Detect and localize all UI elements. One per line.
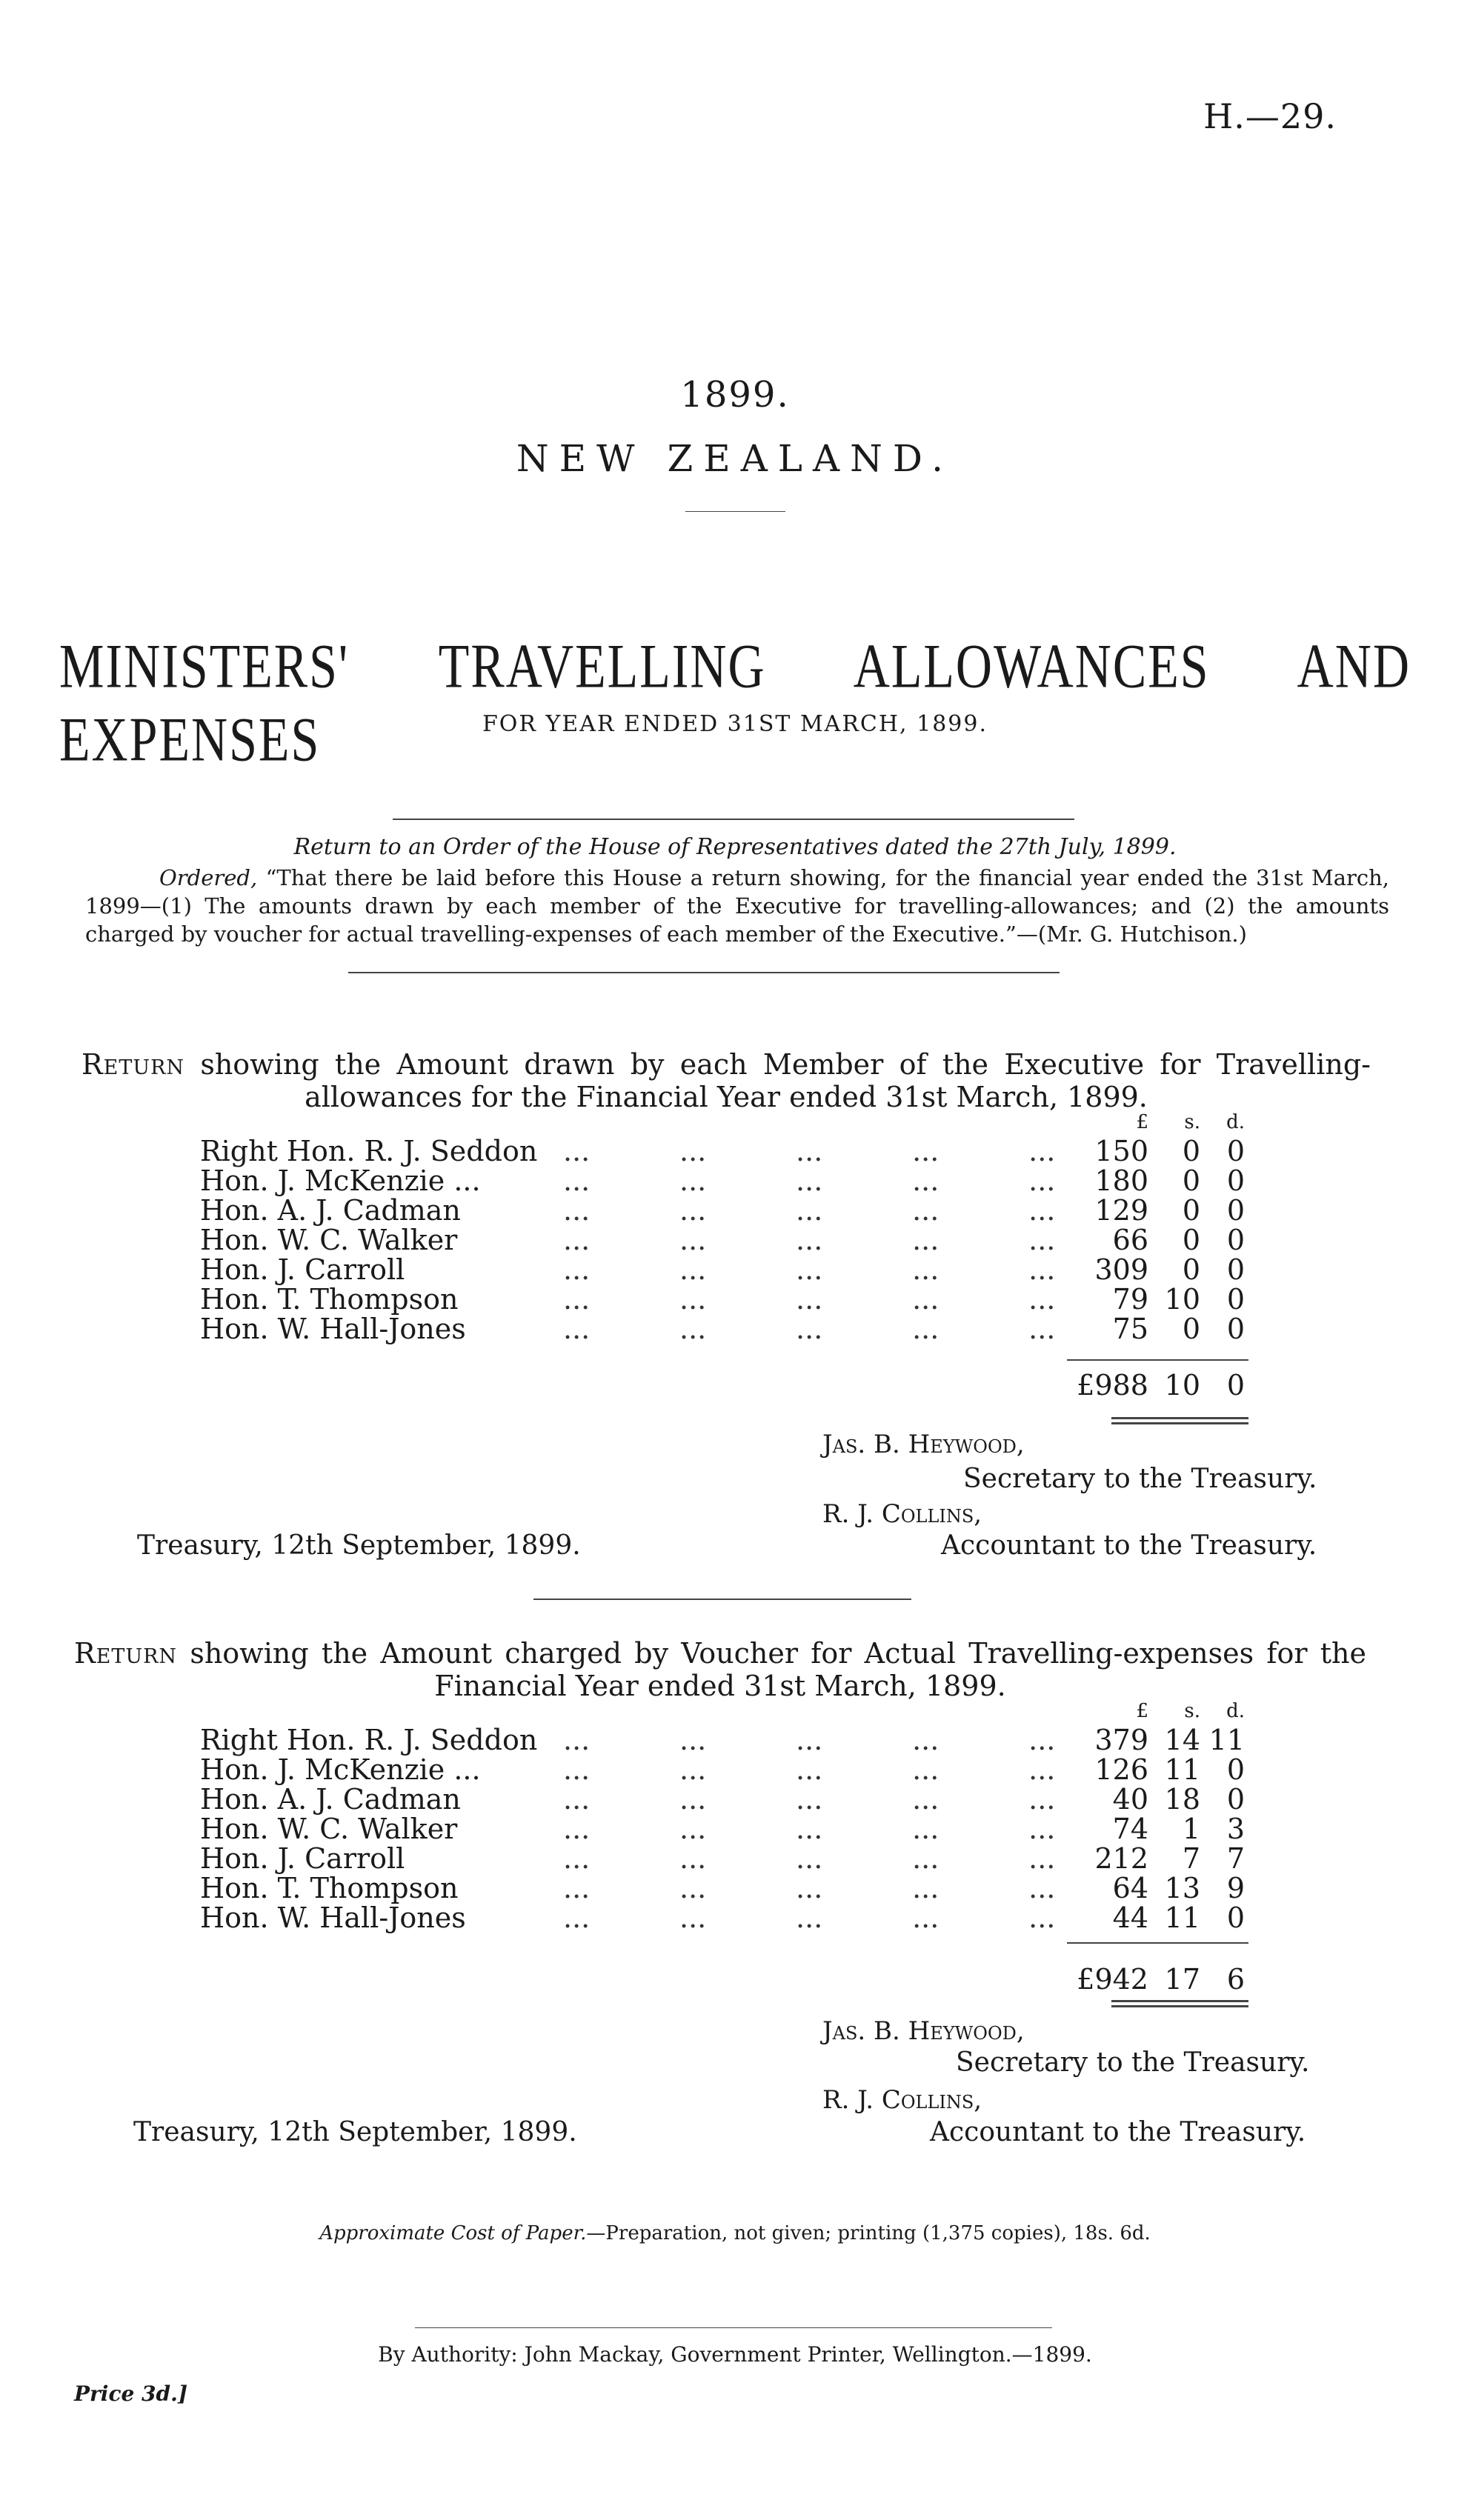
amount-pounds: 75 — [1112, 1313, 1148, 1345]
return-two-title-1: Secretary to the Treasury. — [956, 2047, 1310, 2078]
amount-pence: 0 — [1226, 1194, 1245, 1227]
leader-dots: ... ... ... ... ... — [563, 1283, 1056, 1316]
total-pounds: £988 — [1077, 1369, 1148, 1401]
section-divider — [533, 1599, 911, 1600]
amount-pounds: 64 — [1112, 1872, 1148, 1904]
member-name: Hon. W. C. Walker — [200, 1224, 458, 1256]
return-two-signatory-2: R. J. Collins, — [822, 2085, 982, 2115]
amount-pence: 0 — [1226, 1901, 1245, 1934]
return-two-double-rule-top — [1111, 2000, 1248, 2002]
amount-pence: 0 — [1226, 1753, 1245, 1786]
leader-dots: ... ... ... ... ... — [563, 1135, 1056, 1167]
amount-pounds: 44 — [1112, 1901, 1148, 1934]
amount-pounds: 40 — [1112, 1783, 1148, 1816]
document-title: MINISTERS' TRAVELLING ALLOWANCES AND EXPENSES — [59, 630, 1411, 774]
amount-pounds: 126 — [1094, 1753, 1148, 1786]
leader-dots: ... ... ... ... ... — [563, 1253, 1056, 1286]
return-one-sum-rule — [1067, 1359, 1248, 1361]
table-row — [0, 1724, 1470, 1756]
leader-dots: ... ... ... ... ... — [563, 1164, 1056, 1197]
total-pence: 6 — [1226, 1963, 1245, 1996]
amount-pounds: 180 — [1094, 1164, 1148, 1197]
amount-pence: 0 — [1226, 1783, 1245, 1816]
table-row — [0, 1813, 1470, 1845]
order-top-rule — [393, 819, 1074, 820]
amount-shillings: 0 — [1182, 1224, 1200, 1256]
return-two-double-rule-bottom — [1111, 2005, 1248, 2007]
return-two-total-row — [0, 1963, 1470, 1996]
leader-dots: ... ... ... ... ... — [563, 1753, 1056, 1786]
return-one-column-headers — [0, 1111, 1470, 1135]
return-two-column-headers — [0, 1700, 1470, 1724]
amount-shillings: 0 — [1182, 1164, 1200, 1197]
return-one-total-row — [0, 1369, 1470, 1399]
amount-shillings: 11 — [1164, 1753, 1200, 1786]
document-subtitle: FOR YEAR ENDED 31ST MARCH, 1899. — [482, 711, 988, 737]
return-two-heading-text: showing the Amount charged by Voucher for Actual Travelling-expenses for the Financial Year ended 31st March, 1899. — [190, 1637, 1366, 1702]
cost-lead: Approximate Cost of Paper. — [319, 2222, 587, 2244]
leader-dots: ... ... ... ... ... — [563, 1313, 1056, 1345]
return-one-date: Treasury, 12th September, 1899. — [137, 1530, 581, 1561]
return-one-table — [0, 1135, 1470, 1357]
amount-pounds: 379 — [1094, 1724, 1148, 1756]
return-two-signatory-1: Jas. B. Heywood, — [822, 2016, 1025, 2046]
amount-pence: 0 — [1226, 1224, 1245, 1256]
leader-dots: ... ... ... ... ... — [563, 1783, 1056, 1816]
price: Price 3d.] — [74, 2381, 188, 2406]
member-name: Hon. T. Thompson — [200, 1283, 459, 1316]
return-two-heading — [74, 1637, 1366, 1702]
amount-pounds: 309 — [1094, 1253, 1148, 1286]
total-pounds: £942 — [1077, 1963, 1148, 1996]
pounds-column-header: £ — [1136, 1700, 1148, 1722]
amount-pounds: 66 — [1112, 1224, 1148, 1256]
cost-text: —Preparation, not given; printing (1,375 copies), 18s. 6d. — [586, 2222, 1151, 2244]
country-heading: NEW ZEALAND. — [516, 437, 954, 480]
return-one-title-1: Secretary to the Treasury. — [963, 1464, 1317, 1494]
return-two-table — [0, 1724, 1470, 1939]
leader-dots: ... ... ... ... ... — [563, 1842, 1056, 1875]
table-row — [0, 1164, 1470, 1197]
order-body: “That there be laid before this House a return showing, for the financial year ended the 31st March, 1899—(1) The amounts drawn by each member of the Executive for travelling-allowances; and (2) the amounts charged by voucher for actual travelling-expenses of each member of the Executive.”—(Mr. G. Hutchison.) — [85, 865, 1390, 947]
leader-dots: ... ... ... ... ... — [563, 1224, 1056, 1256]
amount-pence: 0 — [1226, 1253, 1245, 1286]
amount-pounds: 212 — [1094, 1842, 1148, 1875]
amount-shillings: 14 — [1164, 1724, 1200, 1756]
amount-shillings: 13 — [1164, 1872, 1200, 1904]
paper-reference: H.—29. — [1203, 96, 1337, 136]
return-one-double-rule-bottom — [1111, 1422, 1248, 1424]
amount-pence: 0 — [1226, 1313, 1245, 1345]
amount-shillings: 11 — [1164, 1901, 1200, 1934]
order-bottom-rule — [348, 972, 1060, 973]
shillings-column-header: s. — [1184, 1700, 1200, 1722]
return-one-double-rule-top — [1111, 1417, 1248, 1419]
leader-dots: ... ... ... ... ... — [563, 1194, 1056, 1227]
table-row — [0, 1783, 1470, 1816]
member-name: Right Hon. R. J. Seddon — [200, 1135, 538, 1167]
table-row — [0, 1253, 1470, 1286]
amount-pounds: 79 — [1112, 1283, 1148, 1316]
amount-shillings: 10 — [1164, 1283, 1200, 1316]
footer-rule — [415, 2327, 1052, 2328]
return-two-lead: Return — [74, 1637, 178, 1670]
leader-dots: ... ... ... ... ... — [563, 1813, 1056, 1845]
return-two-sum-rule — [1067, 1942, 1248, 1944]
printer-authority: By Authority: John Mackay, Government Printer, Wellington.—1899. — [378, 2342, 1092, 2367]
order-heading: Return to an Order of the House of Representatives dated the 27th July, 1899. — [293, 834, 1177, 860]
return-two-date: Treasury, 12th September, 1899. — [133, 2117, 577, 2147]
member-name: Hon. J. Carroll — [200, 1253, 405, 1286]
return-one-heading-text: showing the Amount drawn by each Member of the Executive for Travelling-allowances for the Financial Year ended 31st March, 1899. — [200, 1048, 1371, 1113]
member-name: Right Hon. R. J. Seddon — [200, 1724, 538, 1756]
amount-shillings: 0 — [1182, 1135, 1200, 1167]
table-row — [0, 1313, 1470, 1345]
table-row — [0, 1901, 1470, 1934]
return-one-title-2: Accountant to the Treasury. — [941, 1530, 1317, 1561]
total-shillings: 10 — [1164, 1369, 1200, 1401]
member-name: Hon. W. Hall-Jones — [200, 1901, 466, 1934]
amount-shillings: 0 — [1182, 1313, 1200, 1345]
table-row — [0, 1872, 1470, 1904]
pence-column-header: d. — [1226, 1700, 1245, 1722]
shillings-column-header: s. — [1184, 1111, 1200, 1133]
member-name: Hon. J. McKenzie ... — [200, 1753, 481, 1786]
table-row — [0, 1283, 1470, 1316]
amount-shillings: 1 — [1182, 1813, 1200, 1845]
leader-dots: ... ... ... ... ... — [563, 1872, 1056, 1904]
amount-pounds: 129 — [1094, 1194, 1148, 1227]
table-row — [0, 1224, 1470, 1256]
table-row — [0, 1194, 1470, 1227]
total-shillings: 17 — [1164, 1963, 1200, 1996]
table-row — [0, 1135, 1470, 1167]
amount-shillings: 7 — [1182, 1842, 1200, 1875]
cost-of-paper — [0, 2222, 1470, 2244]
amount-pence: 3 — [1226, 1813, 1245, 1845]
amount-pounds: 74 — [1112, 1813, 1148, 1845]
amount-pence: 0 — [1226, 1283, 1245, 1316]
leader-dots: ... ... ... ... ... — [563, 1724, 1056, 1756]
document-year: 1899. — [680, 374, 790, 416]
member-name: Hon. J. Carroll — [200, 1842, 405, 1875]
amount-pence: 9 — [1226, 1872, 1245, 1904]
amount-pence: 11 — [1208, 1724, 1245, 1756]
table-row — [0, 1753, 1470, 1786]
member-name: Hon. T. Thompson — [200, 1872, 459, 1904]
amount-pence: 0 — [1226, 1135, 1245, 1167]
return-one-heading — [82, 1048, 1371, 1113]
amount-pence: 0 — [1226, 1164, 1245, 1197]
header-divider — [685, 511, 785, 512]
member-name: Hon. A. J. Cadman — [200, 1194, 461, 1227]
amount-pounds: 150 — [1094, 1135, 1148, 1167]
return-one-signatory-2: R. J. Collins, — [822, 1499, 982, 1529]
member-name: Hon. A. J. Cadman — [200, 1783, 461, 1816]
amount-pence: 7 — [1226, 1842, 1245, 1875]
pounds-column-header: £ — [1136, 1111, 1148, 1133]
member-name: Hon. J. McKenzie ... — [200, 1164, 481, 1197]
member-name: Hon. W. Hall-Jones — [200, 1313, 466, 1345]
leader-dots: ... ... ... ... ... — [563, 1901, 1056, 1934]
amount-shillings: 0 — [1182, 1253, 1200, 1286]
order-lead: Ordered, — [159, 865, 258, 890]
total-pence: 0 — [1226, 1369, 1245, 1401]
return-two-title-2: Accountant to the Treasury. — [930, 2117, 1306, 2147]
member-name: Hon. W. C. Walker — [200, 1813, 458, 1845]
amount-shillings: 18 — [1164, 1783, 1200, 1816]
return-one-signatory-1: Jas. B. Heywood, — [822, 1430, 1025, 1459]
return-one-lead: Return — [82, 1048, 185, 1081]
order-text — [85, 864, 1389, 948]
table-row — [0, 1842, 1470, 1875]
amount-shillings: 0 — [1182, 1194, 1200, 1227]
pence-column-header: d. — [1226, 1111, 1245, 1133]
